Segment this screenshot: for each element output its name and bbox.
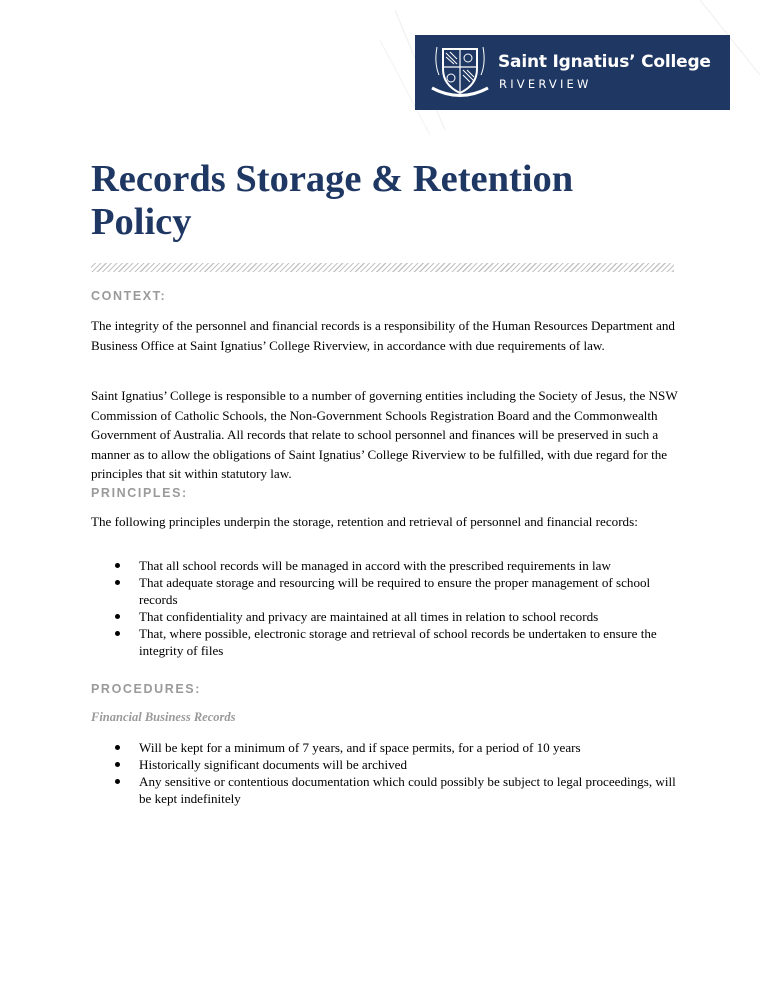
bullet-icon [115,779,120,784]
college-logo-banner [415,35,730,110]
college-name: Saint Ignatius’ College [498,52,711,72]
list-item-text: That, where possible, electronic storage and retrieval of school records be undertaken to ensure the integrity of files [139,626,657,658]
context-paragraph-1: The integrity of the personnel and financial records is a responsibility of the Human Resources Department and Business Office at Saint Ignatius’ College Riverview, in accordance with due requirements of law. [91,318,675,353]
principles-intro: The following principles underpin the storage, retention and retrieval of personnel and financial records: [91,514,638,529]
principles-list [91,557,691,659]
list-item-text: Any sensitive or contentious documentation which could possibly be subject to legal proceedings, will be kept indefinitely [139,774,676,806]
bullet-icon [115,563,120,568]
page-title: Records Storage & Retention Policy [91,158,574,243]
section-heading-procedures: PROCEDURES: [91,682,201,696]
context-paragraph-2: Saint Ignatius’ College is responsible to a number of governing entities including the Society of Jesus, the NSW Commission of Catholic Schools, the Non-Government Schools Registration Board and the Commonwealth Government of Australia. All records that relate to school personnel and finances will be preserved in such a manner as to allow the obligations of Saint Ignatius’ College Riverview to be fulfilled, with due regard for the principles that sit within statutory law. [91,388,678,481]
section-heading-context: CONTEXT: [91,289,167,303]
list-item [91,608,691,625]
section-heading-principles: PRINCIPLES: [91,486,188,500]
procedures-list [91,739,691,807]
list-item [91,773,691,807]
procedures-subheading: Financial Business Records [91,710,236,724]
bullet-icon [115,745,120,750]
list-item [91,574,691,608]
bullet-icon [115,614,120,619]
list-item [91,756,691,773]
list-item [91,557,691,574]
list-item [91,625,691,659]
college-crest-icon [429,43,491,101]
list-item-text: Historically significant documents will be archived [139,757,407,772]
list-item-text: That adequate storage and resourcing will be required to ensure the proper management of school records [139,575,651,607]
bullet-icon [115,631,120,636]
list-item-text: Will be kept for a minimum of 7 years, and if space permits, for a period of 10 years [139,740,581,755]
list-item-text: That all school records will be managed in accord with the prescribed requirements in law [139,558,611,573]
college-campus: RIVERVIEW [499,77,592,91]
list-item-text: That confidentiality and privacy are maintained at all times in relation to school records [139,609,599,624]
hatched-divider [91,263,674,272]
bullet-icon [115,580,120,585]
bullet-icon [115,762,120,767]
list-item [91,739,691,756]
